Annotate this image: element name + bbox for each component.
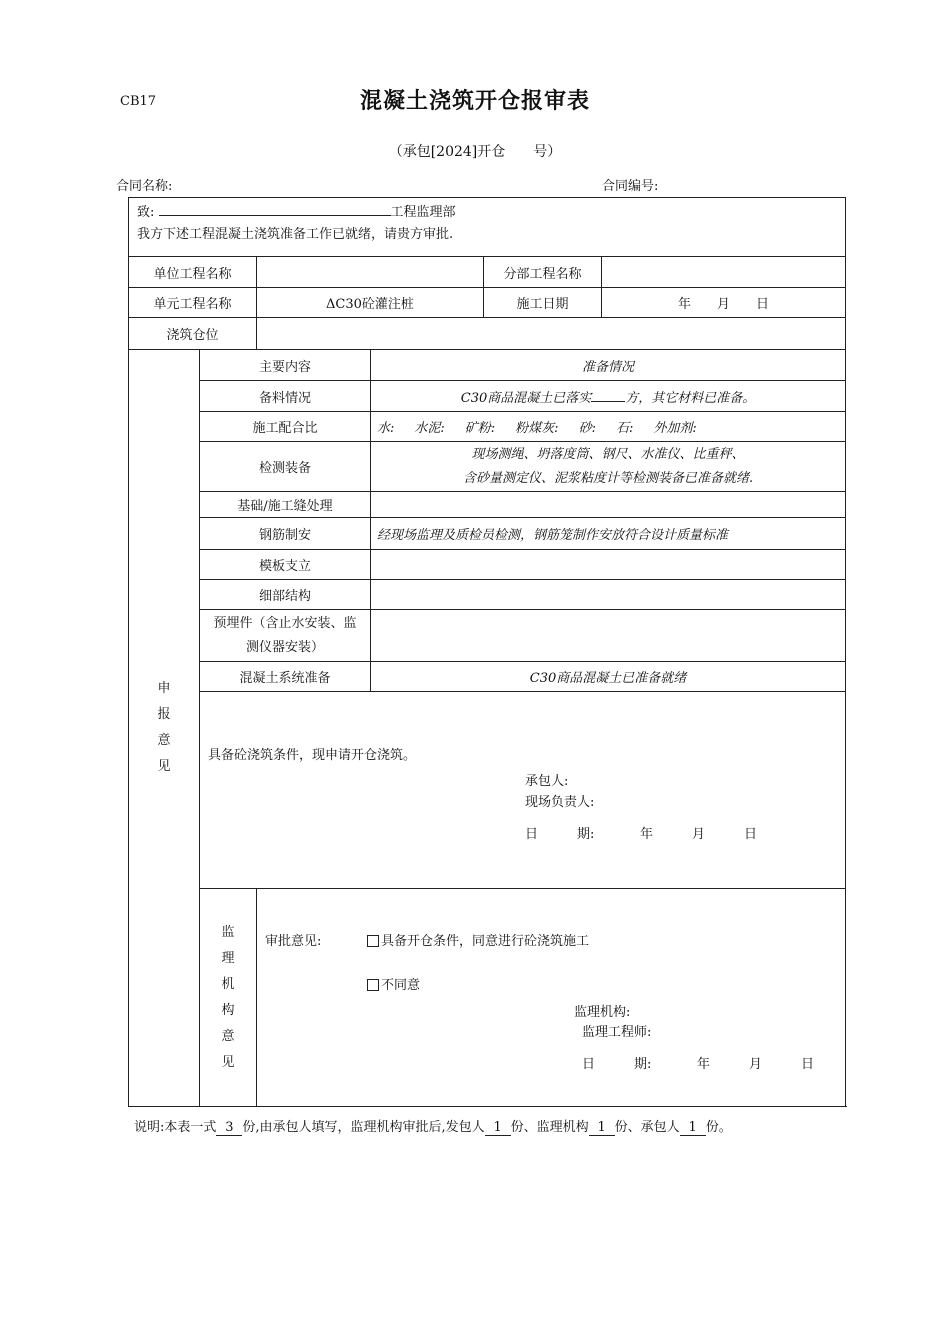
column-main-content: 主要内容 bbox=[200, 350, 371, 381]
site-manager-label: 现场负责人: bbox=[525, 795, 595, 810]
copies-contractor: 1 bbox=[680, 1121, 706, 1136]
option-disagree[interactable]: 不同意 bbox=[367, 974, 420, 993]
page-title: 混凝土浇筑开仓报审表 bbox=[359, 88, 590, 114]
mix-sand: 砂: bbox=[578, 421, 596, 436]
footer-note: 说明:本表一式 3 份,由承包人填写，监理机构审批后,发包人 1 份、监理机构 1 份、承包人 1 份。 bbox=[134, 1120, 732, 1135]
contract-no-label: 合同编号: bbox=[602, 179, 659, 194]
contractor-label: 承包人: bbox=[525, 774, 569, 789]
embedded-parts-label: 预埋件（含止水安装、监 测仪器安装） bbox=[200, 610, 371, 662]
element-project-label: 单元工程名称 bbox=[129, 288, 257, 318]
pour-position-label: 浇筑仓位 bbox=[129, 318, 257, 350]
detail-structure-value[interactable] bbox=[371, 580, 846, 610]
unit-project-label: 单位工程名称 bbox=[129, 257, 257, 288]
materials-label: 备料情况 bbox=[200, 381, 371, 412]
materials-value[interactable]: C30商品混凝土已落实 方，其它材料已准备。 bbox=[371, 381, 846, 412]
mix-ratio-label: 施工配合比 bbox=[200, 412, 371, 442]
element-project-value[interactable]: ΔC30砼灌注桩 bbox=[257, 288, 484, 318]
mix-cement: 水泥: bbox=[414, 421, 445, 436]
column-status: 准备情况 bbox=[371, 350, 846, 381]
to-prefix: 致: bbox=[137, 205, 155, 220]
report-date-label: 日 期: bbox=[525, 827, 595, 842]
agree-checkbox[interactable] bbox=[367, 935, 379, 947]
form-code: CB17 bbox=[120, 94, 157, 109]
mix-slag: 矿粉: bbox=[464, 421, 496, 436]
mix-stone: 石: bbox=[615, 421, 634, 436]
formwork-label: 模板支立 bbox=[200, 550, 371, 580]
mix-flyash: 粉煤灰: bbox=[515, 421, 559, 436]
supervision-date-value[interactable]: 年 月 日 bbox=[697, 1057, 815, 1072]
concrete-system-label: 混凝土系统准备 bbox=[200, 662, 371, 692]
detection-label: 检测装备 bbox=[200, 442, 371, 492]
foundation-label: 基础/施工缝处理 bbox=[200, 492, 371, 518]
request-text: 具备砼浇筑条件，现申请开仓浇筑。 bbox=[208, 748, 417, 763]
embedded-parts-value[interactable] bbox=[371, 610, 846, 662]
construction-date-value[interactable]: 年 月 日 bbox=[602, 288, 846, 318]
concrete-system-value[interactable]: C30商品混凝土已准备就绪 bbox=[371, 662, 846, 692]
disagree-checkbox[interactable] bbox=[367, 979, 379, 991]
supervision-section bbox=[257, 889, 846, 1107]
report-side-label: 申 报 意 见 bbox=[129, 350, 200, 1107]
approval-label: 审批意见: bbox=[265, 934, 322, 949]
contract-name-label: 合同名称: bbox=[116, 179, 173, 194]
mix-water: 水: bbox=[377, 421, 395, 436]
supervision-org-label: 监理机构: bbox=[574, 1005, 631, 1020]
formwork-value[interactable] bbox=[371, 550, 846, 580]
supervision-side-label: 监 理 机 构 意 见 bbox=[200, 889, 257, 1107]
supervision-engineer-label: 监理工程师: bbox=[582, 1025, 652, 1040]
copies-total: 3 bbox=[216, 1121, 242, 1136]
sub-project-value[interactable] bbox=[602, 257, 846, 288]
supervision-date-label: 日 期: bbox=[582, 1057, 652, 1072]
report-date-value[interactable]: 年 月 日 bbox=[640, 827, 758, 842]
detail-structure-label: 细部结构 bbox=[200, 580, 371, 610]
rebar-label: 钢筋制安 bbox=[200, 518, 371, 550]
pour-position-value[interactable] bbox=[257, 318, 846, 350]
request-section bbox=[200, 692, 846, 889]
to-suffix: 工程监理部 bbox=[390, 205, 456, 220]
mix-ratio-value[interactable] bbox=[371, 412, 846, 442]
form-number: （承包[2024]开仓 号） bbox=[388, 144, 562, 160]
option-agree[interactable]: 具备开仓条件，同意进行砼浇筑施工 bbox=[367, 930, 589, 949]
sub-project-label: 分部工程名称 bbox=[484, 257, 602, 288]
copies-supervisor: 1 bbox=[589, 1121, 615, 1136]
rebar-value[interactable]: 经现场监理及质检员检测，钢筋笼制作安放符合设计质量标准 bbox=[371, 518, 846, 550]
construction-date-label: 施工日期 bbox=[484, 288, 602, 318]
addressee-cell bbox=[129, 198, 846, 257]
supervisor-name-blank[interactable] bbox=[159, 203, 391, 216]
detection-value[interactable]: 现场测绳、坍落度筒、钢尺、水准仪、比重秤、 含砂量测定仪、泥浆粘度计等检测装备已准备就绪. bbox=[371, 442, 846, 492]
unit-project-value[interactable] bbox=[257, 257, 484, 288]
application-form bbox=[128, 197, 846, 1107]
foundation-value[interactable] bbox=[371, 492, 846, 518]
copies-owner: 1 bbox=[485, 1121, 511, 1136]
mix-admixture: 外加剂: bbox=[653, 421, 697, 436]
materials-quantity-blank bbox=[591, 389, 625, 402]
statement: 我方下述工程混凝土浇筑准备工作已就绪，请贵方审批. bbox=[137, 227, 454, 242]
